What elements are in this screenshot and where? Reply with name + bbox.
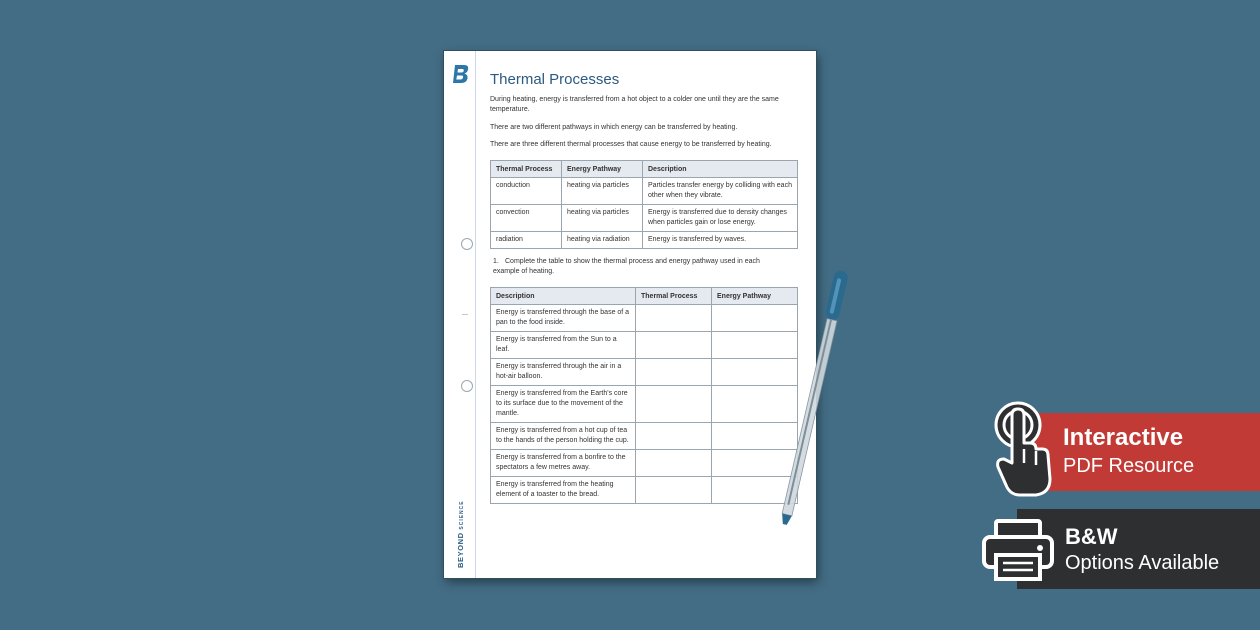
- answer-cell[interactable]: [636, 359, 712, 386]
- table-cell: Energy is transferred by waves.: [643, 232, 798, 249]
- fold-mark: [462, 314, 468, 315]
- table-cell: heating via radiation: [562, 232, 643, 249]
- brand-vertical-text: [456, 502, 468, 568]
- badge-subtitle: PDF Resource: [1063, 455, 1195, 477]
- brand-name: BEYOND: [456, 532, 465, 568]
- table-row: [491, 477, 798, 504]
- table-row: [491, 423, 798, 450]
- table-cell: Energy is transferred from the heating element of a toaster to the bread.: [491, 477, 636, 504]
- margin-line: [475, 51, 476, 578]
- table-cell: Energy is transferred due to density changes when particles gain or lose energy.: [643, 205, 798, 232]
- table-cell: convection: [491, 205, 562, 232]
- answer-cell[interactable]: [636, 423, 712, 450]
- badge-title: B&W: [1065, 524, 1118, 549]
- table-header: Description: [643, 161, 798, 178]
- table-header: Energy Pathway: [712, 288, 798, 305]
- intro-paragraph-2: There are two different pathways in which energy can be transferred by heating.: [490, 124, 738, 131]
- badge-subtitle: Options Available: [1065, 552, 1220, 574]
- table-row: [491, 359, 798, 386]
- question-1: [493, 257, 783, 277]
- intro-paragraph-3: There are three different thermal processes that cause energy to be transferred by heating.: [490, 141, 772, 148]
- table-row: [491, 305, 798, 332]
- answer-cell[interactable]: [636, 450, 712, 477]
- table-header-row: [491, 161, 798, 178]
- printer-icon: [980, 517, 1056, 583]
- table-cell: heating via particles: [562, 205, 643, 232]
- answer-cell[interactable]: [636, 305, 712, 332]
- badge-title: Interactive: [1063, 424, 1184, 451]
- thermal-process-table: [490, 160, 798, 249]
- table-cell: Energy is transferred from a bonfire to the spectators a few metres away.: [491, 450, 636, 477]
- question-text: Complete the table to show the thermal process and energy pathway used in each example of heating.: [493, 258, 760, 275]
- table-row: [491, 450, 798, 477]
- intro-paragraph-1: During heating, energy is transferred from a hot object to a colder one until they are the same temperature.: [490, 96, 779, 113]
- question-number: 1.: [493, 258, 499, 265]
- table-row: [491, 205, 798, 232]
- table-header: Energy Pathway: [562, 161, 643, 178]
- beyond-logo-icon: [452, 63, 470, 85]
- hand-pointer-icon: [990, 401, 1056, 499]
- pen-icon: [770, 262, 860, 534]
- table-cell: Energy is transferred from the Earth's core to its surface due to the movement of the mantle.: [491, 386, 636, 423]
- table-row: [491, 178, 798, 205]
- worksheet-page: [444, 51, 816, 578]
- punch-hole-top: [461, 238, 473, 250]
- table-row: [491, 232, 798, 249]
- answer-table: [490, 287, 798, 504]
- table-header: Thermal Process: [636, 288, 712, 305]
- punch-hole-bottom: [461, 380, 473, 392]
- table-cell: Energy is transferred through the base of a pan to the food inside.: [491, 305, 636, 332]
- table-row: [491, 386, 798, 423]
- answer-cell[interactable]: [636, 386, 712, 423]
- answer-cell[interactable]: [636, 477, 712, 504]
- brand-subtitle: SCIENCE: [459, 500, 465, 530]
- interactive-pdf-badge: [1035, 413, 1260, 491]
- table-cell: Energy is transferred from a hot cup of tea to the hands of the person holding the cup.: [491, 423, 636, 450]
- page-title: Thermal Processes: [490, 71, 620, 88]
- table-cell: Particles transfer energy by colliding with each other when they vibrate.: [643, 178, 798, 205]
- table-header-row: [491, 288, 798, 305]
- table-header: Description: [491, 288, 636, 305]
- answer-cell[interactable]: [636, 332, 712, 359]
- table-header: Thermal Process: [491, 161, 562, 178]
- table-row: [491, 332, 798, 359]
- table-cell: radiation: [491, 232, 562, 249]
- table-cell: heating via particles: [562, 178, 643, 205]
- table-cell: Energy is transferred through the air in a hot-air balloon.: [491, 359, 636, 386]
- table-cell: Energy is transferred from the Sun to a leaf.: [491, 332, 636, 359]
- table-cell: conduction: [491, 178, 562, 205]
